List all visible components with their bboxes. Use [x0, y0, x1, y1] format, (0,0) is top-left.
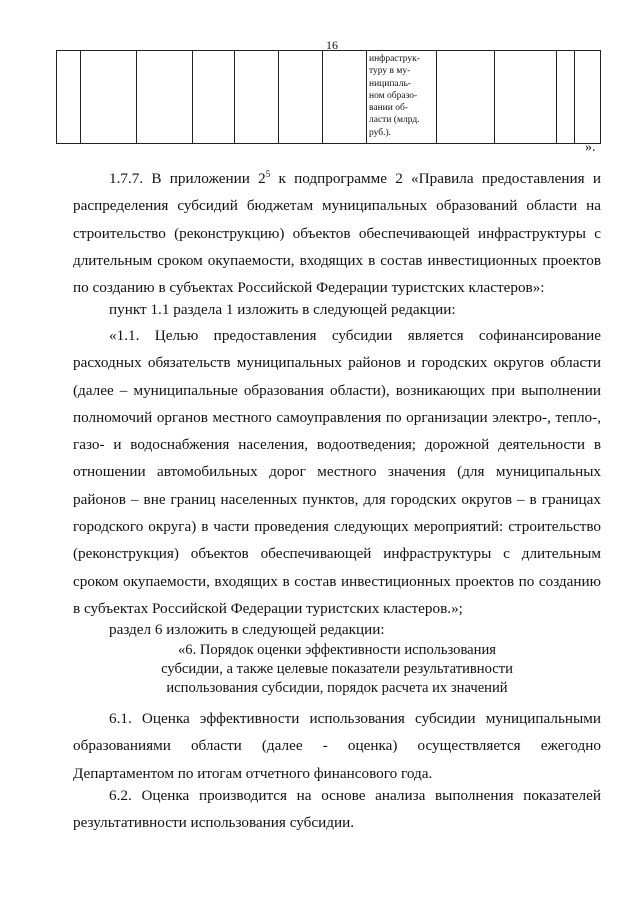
paragraph-text-after: к подпрограмме 2 «Правила предоставления и распределения субсидий бюджетам муниципальных образований области на строительство (реконструкцию) объектов обеспечивающей инфраструктуры с длительным сроком окупаемости, входящих в состав инвестиционных проектов по созданию в субъектах Российской Федерации туристских кластеров»:: [73, 170, 601, 297]
section-6-heading: [73, 641, 601, 698]
table-cell: [137, 51, 193, 144]
paragraph-section-6: раздел 6 изложить в следующей редакции:: [109, 621, 385, 638]
indicator-name-cell: [367, 51, 437, 144]
cell-line: вании об-: [369, 103, 408, 114]
table-cell: [57, 51, 81, 144]
table-cell: [193, 51, 235, 144]
cell-line: инфраструк-: [369, 54, 420, 64]
cell-line: ном образо-: [369, 90, 418, 101]
table-cell: [575, 51, 601, 144]
heading-line: субсидии, а также целевые показатели результативности: [161, 661, 513, 677]
cell-line: ласти (млрд.: [369, 115, 420, 126]
paragraph-text-before: 1.7.7. В приложении 2: [109, 170, 266, 187]
table-cell: [279, 51, 323, 144]
table-cell: [495, 51, 557, 144]
cell-line: ниципаль-: [369, 78, 411, 89]
continued-table: [56, 50, 601, 144]
page-number: 16: [326, 38, 338, 52]
heading-line: «6. Порядок оценки эффективности использования: [177, 642, 496, 658]
closing-quote-mark: ».: [585, 140, 596, 155]
paragraph-1-1-text: «1.1. Целью предоставления субсидии является софинансирование расходных обязательств муниципальных районов и городских округов области (далее – муниципальные образования области), возникающих при выполнении полномочий органов местного самоуправления по организации электро-, тепло-, газо- и водоснабжения населения, водоотведения; дорожной деятельности в отношении автомобильных дорог местного значения (для муниципальных районов – вне границ населенных пунктов, для городских округов – в границах городского округа) в части проведения следующих мероприятий: строительство (реконструкция) объектов обеспечивающей инфраструктуры с длительным сроком окупаемости, входящих в состав инвестиционных проектов по созданию в субъектах Российской Федерации туристских кластеров.»;: [73, 327, 601, 617]
heading-line: использования субсидии, порядок расчета их значений: [166, 680, 508, 696]
paragraph-6-2: 6.2. Оценка производится на основе анализа выполнения показателей результативности использования субсидии.: [73, 787, 601, 832]
paragraph-1-7-7: [73, 165, 601, 301]
table-cell: [323, 51, 367, 144]
table-cell: [81, 51, 137, 144]
cell-line: руб.).: [369, 127, 391, 138]
table-cell: [437, 51, 495, 144]
paragraph-6-1: 6.1. Оценка эффективности использования субсидии муниципальными образованиями области (далее - оценка) осуществляется ежегодно Департаментом по итогам отчетного финансового года.: [73, 710, 601, 782]
table-cell: [235, 51, 279, 144]
cell-line: туру в му-: [369, 66, 411, 77]
paragraph-point-1-1: пункт 1.1 раздела 1 изложить в следующей редакции:: [109, 301, 456, 318]
table-cell: [557, 51, 575, 144]
table-row: [57, 51, 601, 144]
superscript: 5: [265, 168, 271, 179]
